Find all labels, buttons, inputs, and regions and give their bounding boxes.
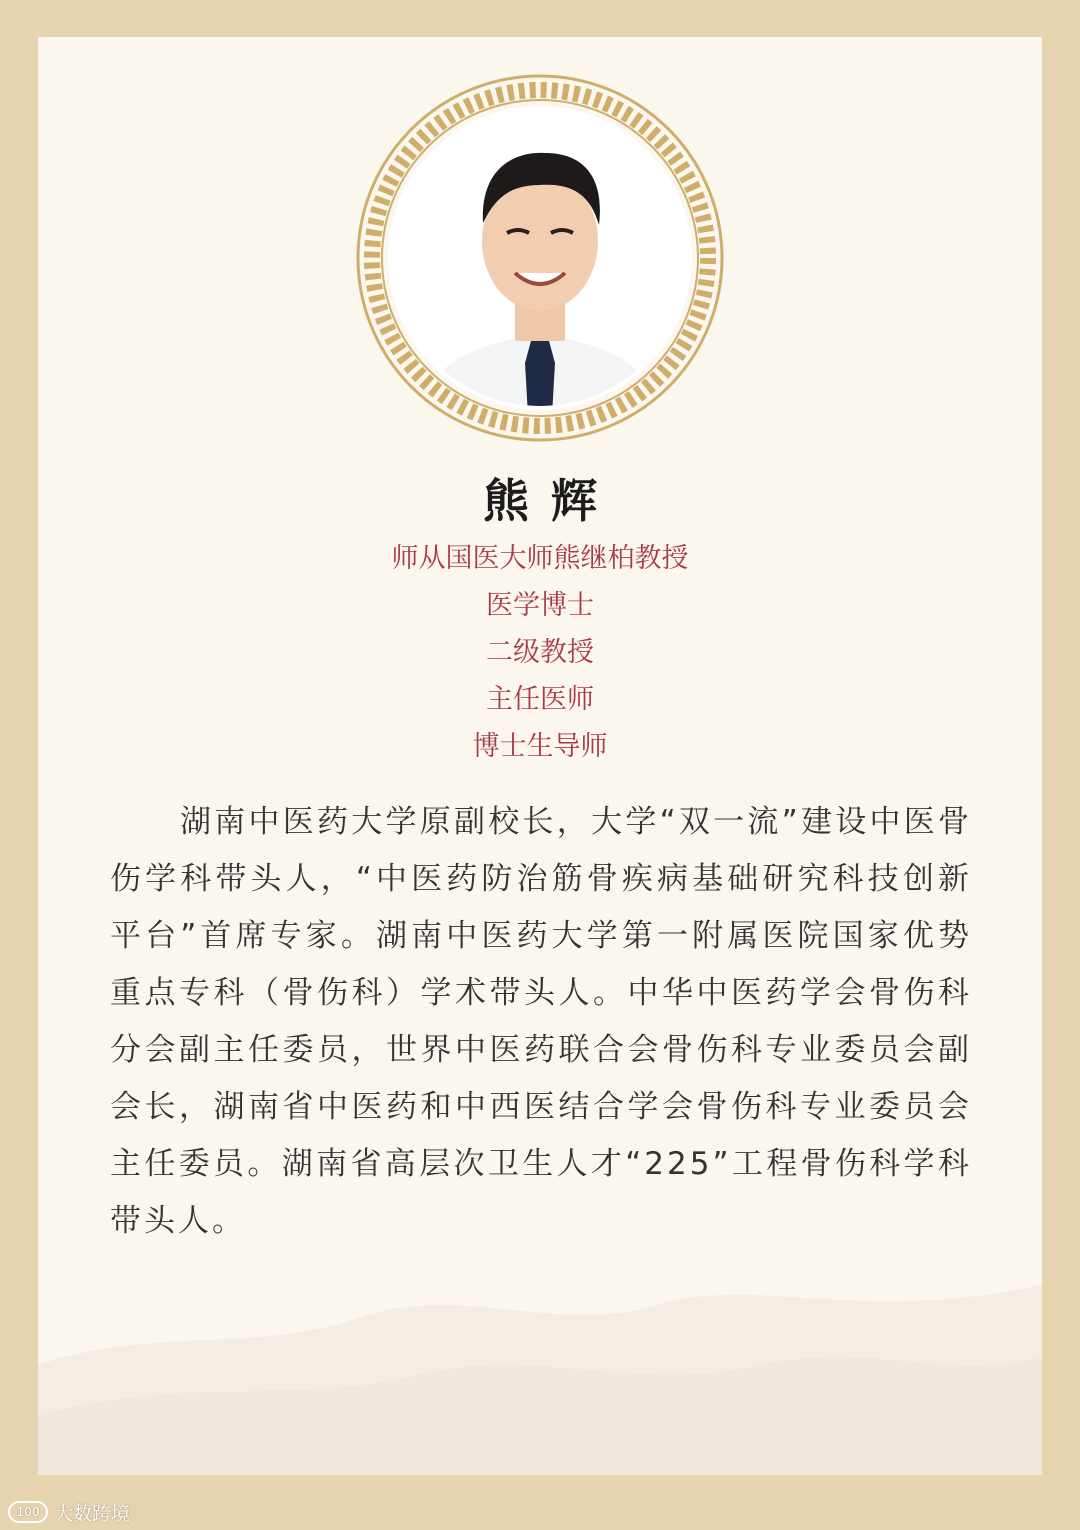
title-list [0,535,1080,770]
title-item: 主任医师 [486,684,594,715]
watermark-logo: 100 [8,1501,48,1523]
title-item: 师从国医大师熊继柏教授 [391,543,689,574]
watermark [8,1498,130,1526]
title-item: 博士生导师 [472,731,608,762]
watermark-text: 大数跨境 [54,1502,131,1525]
biography-text: 湖南中医药大学原副校长，大学“双一流”建设中医骨伤学科带头人，“中医药防治筋骨疾病基础研究科技创新平台”首席专家。湖南中医药大学第一附属医院国家优势重点专科（骨伤科）学术带头人。中华中医药学会骨伤科分会副主任委员，世界中医药联合会骨伤科专业委员会副会长，湖南省中医药和中西医结合学会骨伤科专业委员会主任委员。湖南省高层次卫生人才“225”工程骨伤科学科带头人。 [110,804,972,1239]
title-item: 二级教授 [486,637,594,668]
portrait-frame [355,73,725,443]
title-item: 医学博士 [486,590,594,621]
mountain-background [38,1245,1042,1475]
person-name: 熊辉 [483,474,619,528]
